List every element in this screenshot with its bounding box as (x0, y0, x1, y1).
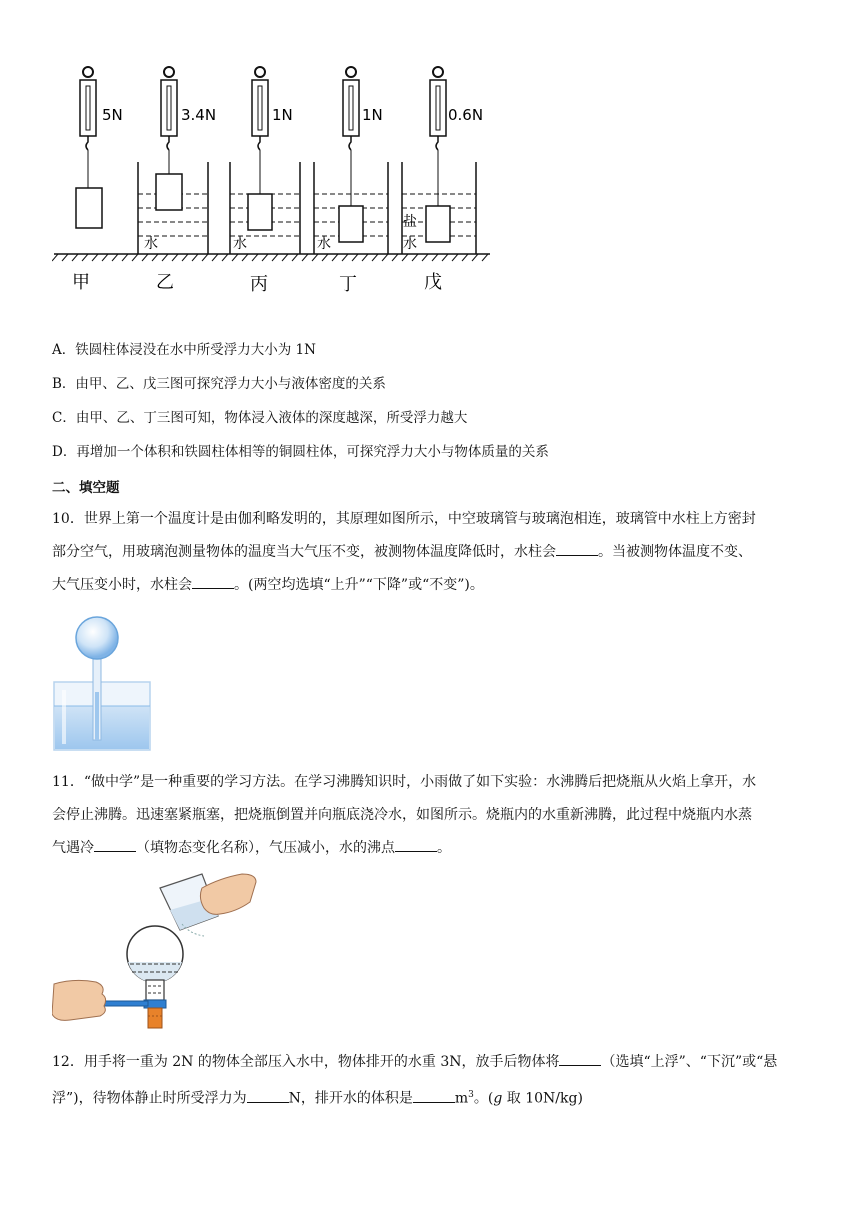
answer-blank[interactable] (94, 837, 136, 852)
spring-scale-jia (72, 67, 123, 293)
question-11 (52, 766, 812, 865)
option-a: A．铁圆柱体浸没在水中所受浮力大小为 1N (52, 342, 316, 358)
reading-jia: 5N (102, 106, 123, 124)
label-bing: 丙 (250, 274, 268, 295)
question-10 (52, 503, 812, 602)
label-yi: 乙 (156, 272, 174, 293)
label-jia: 甲 (72, 272, 90, 293)
option-b: B．由甲、乙、戊三图可探究浮力大小与液体密度的关系 (52, 376, 386, 392)
answer-blank[interactable] (556, 541, 598, 556)
q11-line-2: 会停止沸腾。迅速塞紧瓶塞，把烧瓶倒置并向瓶底浇冷水，如图所示。烧瓶内的水重新沸腾，此过程中烧瓶内水蒸 (52, 807, 752, 823)
option-c: C．由甲、乙、丁三图可知，物体浸入液体的深度越深，所受浮力越大 (52, 410, 468, 426)
reading-ding: 1N (362, 106, 383, 124)
liquid-wu-top: 盐 (403, 214, 417, 230)
liquid-bing: 水 (233, 236, 247, 252)
reading-wu: 0.6N (448, 106, 484, 124)
option-d: D．再增加一个体积和铁圆柱体相等的铜圆柱体，可探究浮力大小与物体质量的关系 (52, 444, 549, 460)
left-hand (52, 980, 106, 1020)
q11-line-1: 11．“做中学”是一种重要的学习方法。在学习沸腾知识时，小雨做了如下实验：水沸腾后把烧瓶从火焰上拿开，水 (52, 774, 757, 790)
answer-blank[interactable] (559, 1051, 601, 1066)
buoyancy-experiment-figure (52, 58, 492, 298)
thermometer-figure (52, 610, 152, 752)
label-wu: 戊 (424, 272, 442, 293)
boiling-flask-figure (52, 866, 262, 1038)
spring-scale-ding (314, 67, 388, 295)
q10-line-2: 部分空气，用玻璃泡测量物体的温度当大气压不变，被测物体温度降低时，水柱会 。当被测物体温度不变、 (52, 536, 812, 569)
q12-line-2: 浮”)，待物体静止时所受浮力为 N，排开水的体积是 $m^3$。(g 取 10N/kg) (52, 1079, 812, 1116)
spring-scale-yi (138, 67, 216, 293)
answer-blank[interactable] (192, 574, 234, 589)
liquid-yi: 水 (144, 236, 158, 252)
question-12 (52, 1046, 812, 1116)
liquid-wu-bottom: 水 (403, 236, 417, 252)
q10-line-3: 大气压变小时，水柱会 。(两空均选填“上升”“下降”或“不变”)。 (52, 569, 812, 602)
section-title: 二、填空题 (52, 480, 120, 496)
spring-scale-bing (230, 67, 300, 295)
answer-blank[interactable] (247, 1088, 289, 1103)
q12-line-1: 12．用手将一重为 2N 的物体全部压入水中，物体排开的水重 3N，放手后物体将 （选填“上浮”、“下沉”或“悬 (52, 1046, 812, 1079)
reading-bing: 1N (272, 106, 293, 124)
reading-yi: 3.4N (181, 106, 217, 124)
q11-line-3: 气遇冷 （填物态变化名称），气压减小，水的沸点 。 (52, 832, 812, 865)
inverted-flask (127, 926, 183, 1028)
answer-blank[interactable] (395, 837, 437, 852)
q10-line-1: 10．世界上第一个温度计是由伽利略发明的，其原理如图所示，中空玻璃管与玻璃泡相连，玻璃管中水柱上方密封 (52, 511, 756, 527)
right-hand (200, 874, 256, 914)
liquid-ding: 水 (317, 236, 331, 252)
label-ding: 丁 (339, 274, 357, 295)
answer-blank[interactable] (413, 1088, 455, 1103)
